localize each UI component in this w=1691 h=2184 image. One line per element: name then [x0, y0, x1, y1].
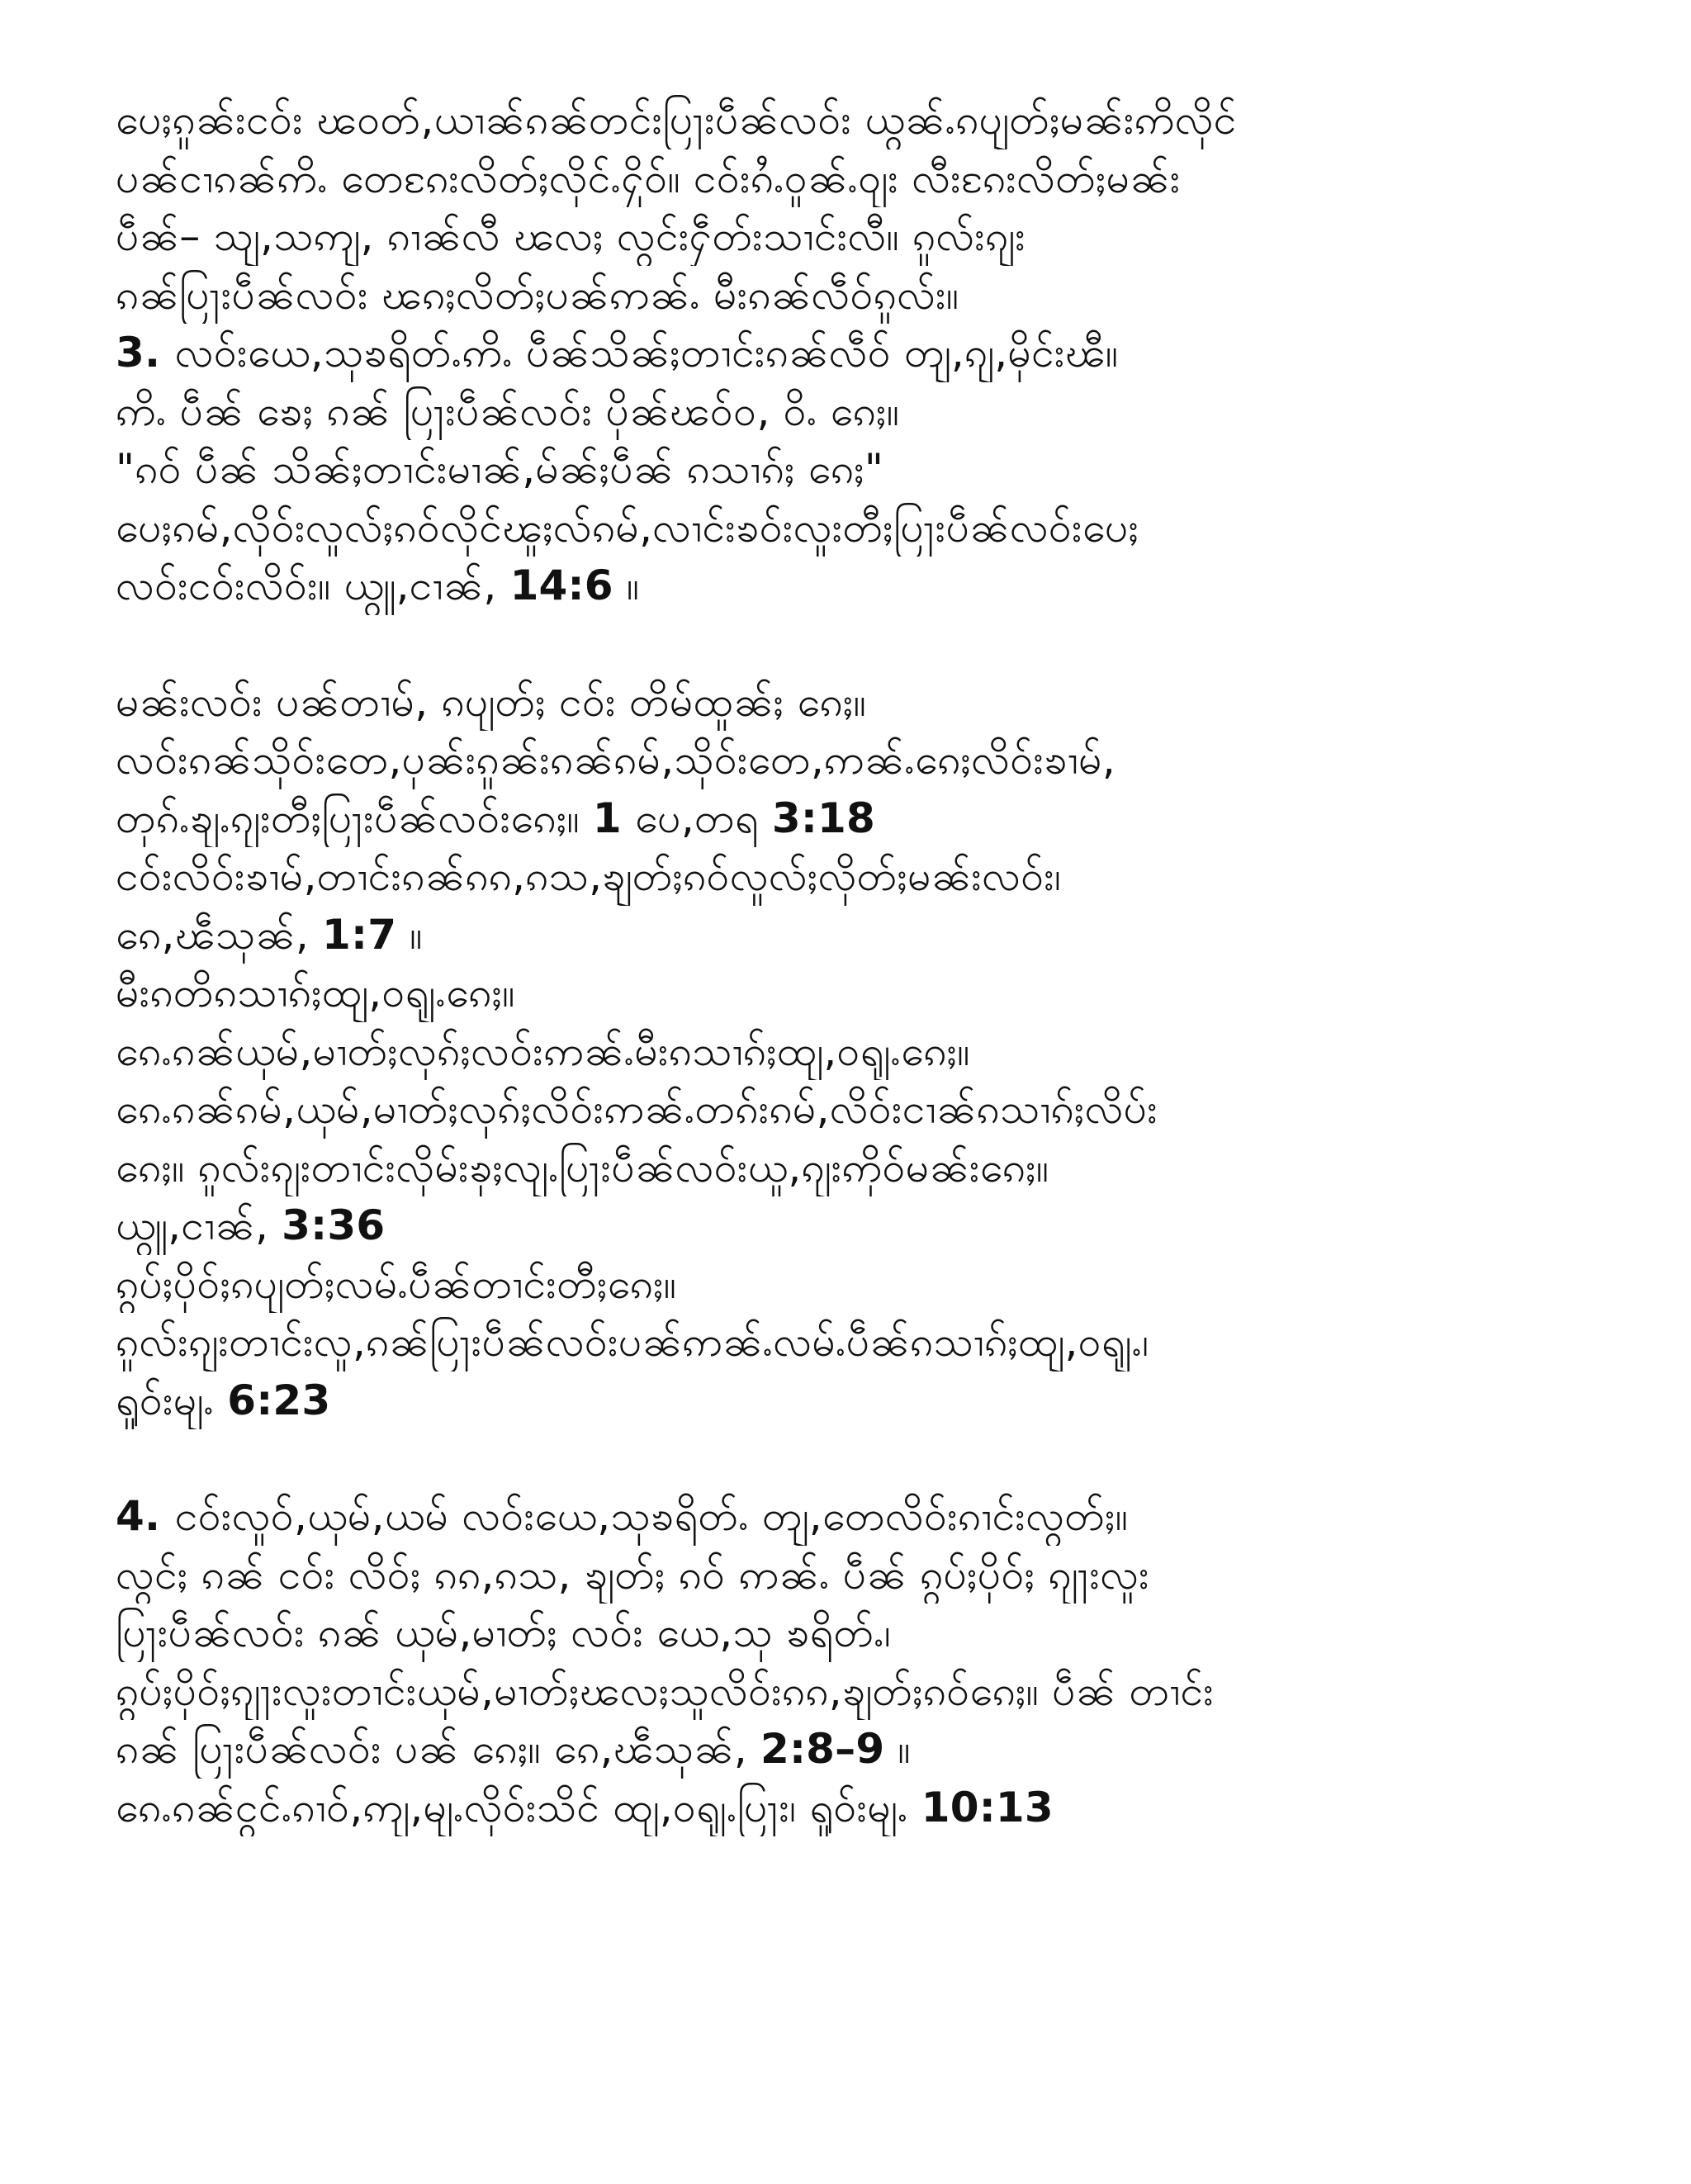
line-text: လဝ်းၵၼ်သိုဝ်းတေ,ပုၼ်းၵူၼ်းၵၼ်ၵမ်,သိုဝ်းတေ,ဢၼ်ႉၵေႈလိဝ်းၶၢမ်,: [116, 736, 1115, 784]
text-line: [116, 1604, 1592, 1662]
text-line: [116, 906, 1592, 964]
verse-reference: 14:6: [509, 561, 613, 609]
verse-reference: 1:7: [322, 910, 397, 959]
line-text: တုၵ်ႉၶျႉၵျးတီႈပြႃးပဵၼ်လဝ်းၵေႈ။: [116, 794, 593, 842]
text-line: [116, 1255, 1592, 1314]
verse-reference: 6:23: [227, 1376, 331, 1424]
text-line: [116, 440, 1592, 499]
line-text: ။: [613, 561, 640, 609]
point-number: 4.: [116, 1492, 175, 1540]
verse-reference: 3:18: [771, 794, 876, 842]
line-text: လဝ်းငဝ်းလိဝ်း။ ယွူ,ငၢၼ်,: [116, 561, 510, 609]
text-line: [116, 1196, 1592, 1255]
line-text: ၵေ,ၽဵသုၼ်,: [116, 910, 323, 959]
line-text: ပေႈၵူၼ်းငဝ်း ၽဝတ်,ယၢၼ်ၵၼ်တင်းပြႃးပဵၼ်လဝ်း ယွၼ်ႉၵပျတ်ႈမၼ်းဢိလိုင်: [116, 96, 1237, 144]
line-text: ပေ,တရ: [621, 794, 772, 842]
line-text: ငဝ်းလူဝ်,ယုမ်,ယမ် လဝ်းယေ,သုၶရိတ်ႉ တျ,တေလိဝ်းၵၢင်းလွတ်ႈ။: [174, 1492, 1129, 1540]
line-text: ပၼ်ငၢၵၼ်ဢိႉ တေၵႄးလိတ်ႈလိုင်ႉႁိုဝ်။ ငဝ်းၵႆႉဝူၼ်ႉဝျး လီးၵႄးလိတ်ႈမၼ်း: [116, 154, 1181, 202]
line-text: ၵၼ်ပြႃးပဵၼ်လဝ်း ၽၵႈလိတ်ႈပၼ်ဢၼ်ႉ မီးၵၼ်လဵဝ်ၵူလ်း။: [116, 270, 959, 319]
text-line: [116, 847, 1592, 906]
text-line: [116, 91, 1592, 149]
line-text: လွင်ႈ ၵၼ် ငဝ်း လိဝ်ႈ ၵၵ,ၵသ, ၶျတ်ႈ ၵဝ် ဢၼ်ႉ ပဵၼ် ၵွပ်ႈပိုဝ်ႈ ၵျႃးလူး: [116, 1550, 1150, 1599]
line-text: ၵေႉၵၼ်ယုမ်,မၢတ်ႈလုၵ်ႈလဝ်းဢၼ်ႉမီးၵသၢၵ်ႈထျ,ဝရျႉၵေႈ။: [116, 1026, 970, 1075]
text-line: [116, 1313, 1592, 1372]
line-text: ၵွပ်ႈပိုဝ်ႈၵျႃးလူးတၢင်းယုမ်,မၢတ်ႈၽလႈသူလိဝ်းၵၵ,ၶျတ်ႈၵဝ်ၵေႈ။ ပဵၼ် တၢင်း: [116, 1666, 1215, 1715]
text-line: [116, 149, 1592, 208]
text-line: [116, 207, 1592, 266]
line-text: လဝ်းယေ,သုၶရိတ်ႉဢိႉ ပဵၼ်သိၼ်ႈတၢင်းၵၼ်လဵဝ် တျ,ၵျ,မိုင်းၽီ။: [174, 329, 1119, 377]
text-line: [116, 557, 1592, 615]
verse-reference: 1: [592, 794, 622, 842]
line-text: ၵေႈ။ ၵူလ်းၵျးတၢင်းလိုမ်းၶုႈလျႉပြႃးပဵၼ်လဝ်းယူ,ၵျးဢိုဝ်မၼ်းၵေႈ။: [116, 1143, 1049, 1191]
text-line: [116, 1080, 1592, 1139]
text-line: [116, 964, 1592, 1022]
text-line: [116, 1546, 1592, 1604]
text-line: [116, 1372, 1592, 1430]
text-line: [116, 1022, 1592, 1081]
line-text: ၵေႉၵၼ်ငွင်ႉၵၢဝ်,ဢျ,မျႉလိုဝ်းသိင် ထျ,ဝရျႉပြႃး၊ ရူဝ်းမျႉ: [116, 1783, 921, 1831]
text-line: [116, 1139, 1592, 1197]
text-line: [116, 789, 1592, 848]
quote-text: "ၵဝ် ပဵၼ် သိၼ်ႈတၢင်းမၢၼ်,မ်ၼ်ႈပဵၼ် ၵသၢၵ်ႈ ၵေႈ": [116, 445, 884, 493]
line-text: ပဵၼ်– သျ,သဢျ, ၵၢၼ်လီ ၽလႈ လွင်းႁဵတ်းသၢင်းလီ။ ၵူလ်းၵျး: [116, 212, 1026, 260]
line-text: ၵၼ် ပြႃးပဵၼ်လဝ်း ပၼ် ၵေႈ။ ၵေ,ၽဵသုၼ်,: [116, 1725, 760, 1773]
text-line: [116, 324, 1592, 382]
text-line: [116, 499, 1592, 557]
text-line: [116, 1487, 1592, 1546]
text-line: [116, 382, 1592, 441]
line-text: မၼ်းလဝ်း ပၼ်တၢမ်, ၵပျတ်ႈ ငဝ်း တိမ်ထူၼ်ႈ ၵေႈ။: [116, 677, 866, 726]
verse-reference: 2:8–9: [760, 1725, 885, 1773]
line-text: မီးၵတိၵသၢၵ်ႈထျ,ဝရျႉၵေႈ။: [116, 969, 515, 1016]
paragraph-block: [116, 673, 1592, 1430]
text-line: [116, 1779, 1592, 1837]
text-line: [116, 731, 1592, 789]
paragraph-block: [116, 91, 1592, 615]
line-text: ယွူ,ငၢၼ်,: [116, 1201, 282, 1249]
text-line: [116, 1720, 1592, 1779]
text-line: [116, 1662, 1592, 1721]
line-text: ။: [396, 910, 423, 959]
line-text: ။: [884, 1725, 911, 1773]
verse-reference: 10:13: [921, 1783, 1054, 1831]
text-line: [116, 673, 1592, 732]
point-number: 3.: [116, 329, 175, 377]
text-line: [116, 266, 1592, 325]
line-text: ၵေႉၵၼ်ၵမ်,ယုမ်,မၢတ်ႈလုၵ်ႈလိဝ်းဢၼ်ႉတၵ်းၵမ်,လိဝ်းငၢၼ်ၵသၢၵ်ႈလိပ်း: [116, 1085, 1158, 1133]
line-text: ၵူလ်းၵျးတၢင်းလူ,ၵၼ်ပြႃးပဵၼ်လဝ်းပၼ်ဢၼ်ႉလမ်ႉပဵၼ်ၵသၢၵ်ႈထျ,ဝရျႉ၊: [116, 1318, 1149, 1366]
line-text: ရူဝ်းမျႉ: [116, 1376, 228, 1424]
line-text: ပေႈၵမ်,လိုဝ်းလူလ်ႈၵဝ်လိုင်ၽူႈလ်ၵမ်,လၢင်းၶဝ်းလူးတီႈပြႃးပဵၼ်လဝ်းပေႈ: [116, 503, 1139, 552]
line-text: ၵွပ်ႈပိုဝ်ႈၵပျတ်ႈလမ်ႉပဵၼ်တၢင်းတီႈၵေႈ။: [116, 1259, 677, 1308]
paragraph-block: [116, 1487, 1592, 1836]
line-text: ဢိႉ ပဵၼ် ၶေႈ ၵၼ် ပြႃးပဵၼ်လဝ်း ပိုၼ်ၽဝ်ဝ, ဝိႉ ၵေႈ။: [116, 386, 900, 435]
verse-reference: 3:36: [282, 1201, 386, 1249]
line-text: ပြႃးပဵၼ်လဝ်း ၵၼ် ယုမ်,မၢတ်ႈ လဝ်း ယေ,သု ၶရိတ်ႉ၊: [116, 1608, 892, 1656]
line-text: ငဝ်းလိဝ်းၶၢမ်,တၢင်းၵၼ်ၵၵ,ၵသ,ၶျတ်ႈၵဝ်လူလ်ႈလိုတ်ႈမၼ်းလဝ်း၊: [116, 852, 1062, 900]
